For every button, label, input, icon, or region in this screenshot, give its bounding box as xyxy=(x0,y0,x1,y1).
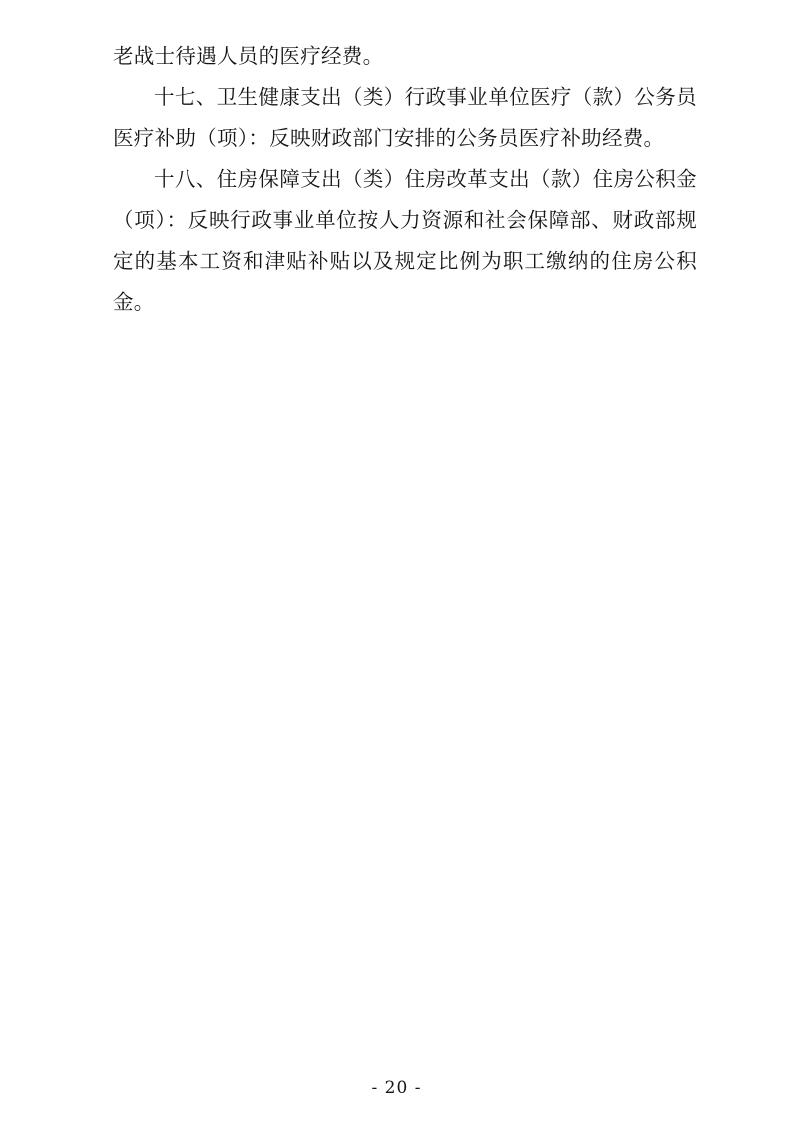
paragraph-item-18: 十八、住房保障支出（类）住房改革支出（款）住房公积金（项）：反映行政事业单位按人力资源和社会保障部、财政部规定的基本工资和津贴补贴以及规定比例为职工缴纳的住房公积金。 xyxy=(113,167,697,314)
paragraph-item-17: 十七、卫生健康支出（类）行政事业单位医疗（款）公务员医疗补助（项）：反映财政部门安排的公务员医疗补助经费。 xyxy=(113,85,697,150)
paragraph-continuation: 老战士待遇人员的医疗经费。 xyxy=(113,44,384,68)
document-body xyxy=(113,36,697,323)
page-number-footer: - 20 - xyxy=(371,1078,422,1098)
